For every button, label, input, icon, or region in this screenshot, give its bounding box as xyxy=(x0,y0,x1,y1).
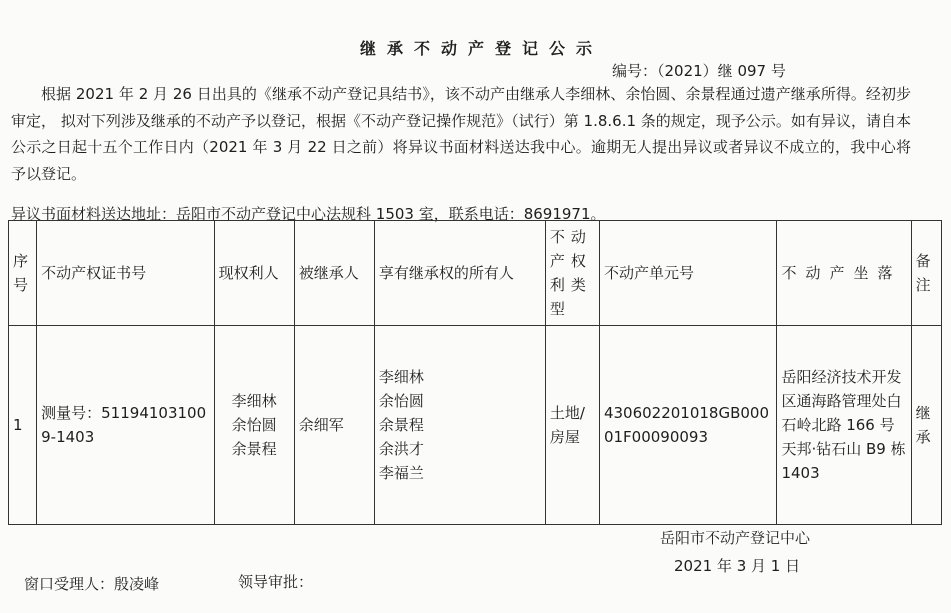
issue-date: 2021 年 3 月 1 日 xyxy=(674,557,801,575)
cell-owner: 李细林 余怡圆 余景程 xyxy=(214,326,294,525)
notice-paragraph: 根据 2021 年 2 月 26 日出具的《继承不动产登记具结书》，该不动产由继承人李细林、余怡圆、余景程通过遗产继承所得。经初步审定， 拟对下列涉及继承的不动产予以登记，根据《不动产登记操作规范》（试行）第 1.8.6.1 条的规定，现予公示。如有异议，请自本公示之日起十五个工作日内（2021 年 3 月 22 日之前）将异议书面材料送达我中心。逾期无人提出异议或者异议不成立的，我中心将予以登记。 xyxy=(11,85,911,183)
header-cert: 不动产权证书号 xyxy=(37,221,215,326)
header-decedent: 被继承人 xyxy=(294,221,374,326)
cell-location: 岳阳经济技术开发区通海路管理处白石岭北路 166 号天邦·钻石山 B9 栋 1403 xyxy=(777,326,911,525)
header-note: 备注 xyxy=(911,221,941,326)
document-title: 继承不动产登记公示 xyxy=(359,39,603,58)
document-number: 编号：（2021）继 097 号 xyxy=(612,62,786,80)
registration-table xyxy=(8,220,942,525)
cell-heirs: 李细林 余怡圆 余景程 余洪才 李福兰 xyxy=(374,326,545,525)
header-owner: 现权利人 xyxy=(214,221,294,326)
leader-approval: 领导审批： xyxy=(238,573,314,591)
table-row xyxy=(9,326,942,525)
cell-cert: 测量号：511941031009-1403 xyxy=(37,326,215,525)
issuing-organization: 岳阳市不动产登记中心 xyxy=(660,529,811,547)
window-receiver: 窗口受理人：殷凌峰 xyxy=(24,575,160,593)
cell-right-type: 土地/房屋 xyxy=(545,326,599,525)
cell-unit: 430602201018GB00001F00090093 xyxy=(599,326,777,525)
cell-note: 继承 xyxy=(911,326,941,525)
header-num: 序号 xyxy=(9,221,37,326)
cell-decedent: 余细军 xyxy=(294,326,374,525)
table-header-row xyxy=(9,221,942,326)
header-right-type: 不动产权利类型 xyxy=(545,221,599,326)
cell-num: 1 xyxy=(9,326,37,525)
objection-address-line: 异议书面材料送达地址：岳阳市不动产登记中心法规科 1503 室，联系电话：8691971。 xyxy=(11,205,606,223)
header-unit: 不动产单元号 xyxy=(599,221,777,326)
header-location: 不动产坐落 xyxy=(777,221,911,326)
header-heirs: 享有继承权的所有人 xyxy=(374,221,545,326)
